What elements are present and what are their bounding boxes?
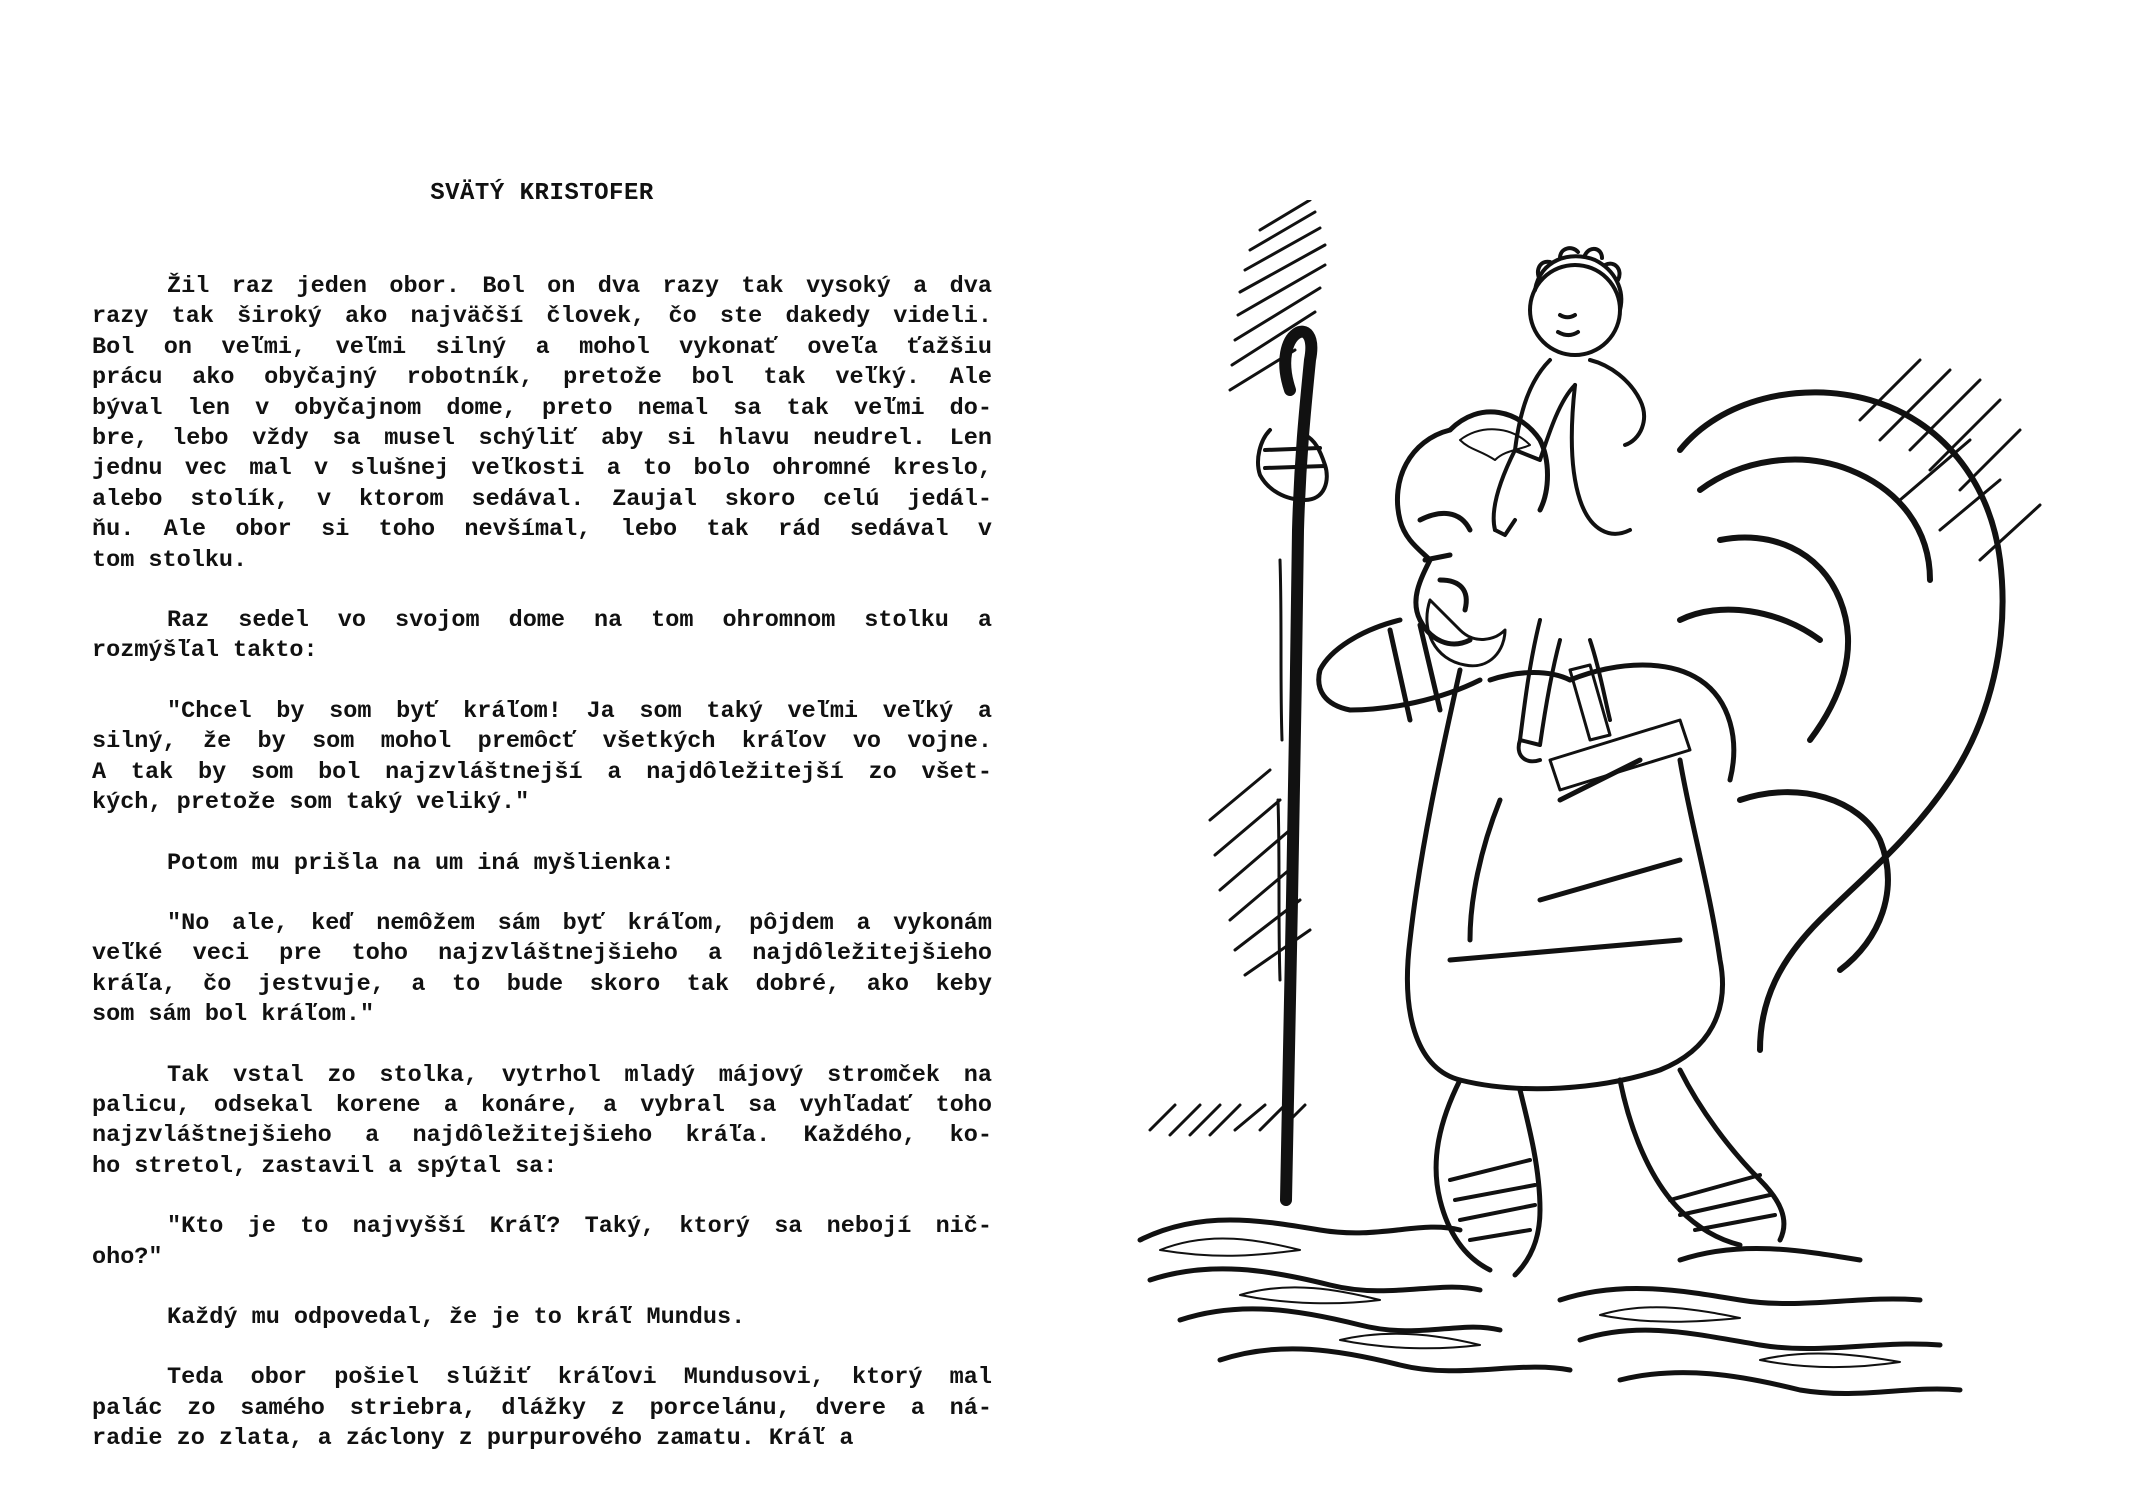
story-line: silný, že by som mohol premôcť všetkých kráľov vo vojne.	[92, 728, 992, 756]
story-line: som sám bol kráľom."	[92, 1001, 375, 1029]
story-paragraph	[92, 1212, 992, 1273]
story-page	[92, 170, 992, 1480]
story-line: tom stolku.	[92, 546, 248, 574]
story-paragraph	[92, 697, 992, 819]
staff-highlight	[1278, 560, 1282, 980]
hand-on-staff	[1258, 430, 1327, 500]
story-line: alebo stolík, v ktorom sedával. Zaujal skoro celú jedál-	[92, 485, 992, 513]
story-line: "Chcel by som byť kráľom! Ja som taký veľmi veľký a	[167, 697, 992, 725]
giant-tunic	[1407, 665, 1733, 1089]
story-line: A tak by som bol najzvláštnejší a najdôležitejší zo všet-	[92, 758, 992, 786]
story-line: ho stretol, zastavil a spýtal sa:	[92, 1152, 558, 1180]
story-line: Žil raz jeden obor. Bol on dva razy tak vysoký a dva	[167, 273, 992, 300]
story-line: palác zo samého striebra, dlážky z porcelánu, dvere a ná-	[92, 1394, 992, 1422]
leg-wraps	[1450, 1160, 1775, 1240]
story-line: rozmýšľal takto:	[92, 637, 318, 665]
story-line: ňu. Ale obor si toho nevšímal, lebo tak rád sedával v	[92, 516, 992, 544]
story-line: oho?"	[92, 1243, 163, 1271]
story-line: Raz sedel vo svojom dome na tom ohromnom stolku a	[167, 607, 992, 635]
story-line: "Kto je to najvyšší Kráľ? Taký, ktorý sa nebojí nič-	[167, 1213, 992, 1241]
story-line: najzvláštnejšieho a najdôležitejšieho kráľa. Každého, ko-	[92, 1122, 992, 1150]
story-line: bre, lebo vždy sa musel schýliť aby si hlavu neudrel. Len	[92, 425, 992, 453]
story-title: SVÄTÝ KRISTOFER	[430, 180, 654, 207]
story-line: Bol on veľmi, veľmi silný a mohol vykonať oveľa ťažšiu	[92, 333, 992, 361]
story-line: býval len v obyčajnom dome, preto nemal sa tak veľmi do-	[92, 394, 992, 422]
story-body	[92, 272, 992, 1455]
giant-belt	[1550, 720, 1690, 790]
story-line: kých, pretože som taký veliký."	[92, 789, 530, 817]
story-line: veľké veci pre toho najzvláštnejšieho a najdôležitejšieho	[92, 940, 992, 968]
giant-legs	[1436, 1070, 1784, 1275]
story-paragraph	[92, 1061, 992, 1183]
story-paragraph	[92, 1363, 992, 1454]
story-line: jednu vec mal v slušnej veľkosti a to bolo ohromné kreslo,	[92, 455, 992, 483]
story-line: radie zo zlata, a záclony z purpurového zamatu. Kráľ a	[92, 1425, 854, 1453]
story-line: Každý mu odpovedal, že je to kráľ Mundus.	[167, 1303, 746, 1331]
story-line: kráľa, čo jestvuje, a to bude skoro tak dobré, ako keby	[92, 970, 992, 998]
giant-arm	[1319, 620, 1570, 720]
story-line: razy tak široký ako najväčší človek, čo ste dakedy videli.	[92, 303, 992, 331]
illustration-panel	[1120, 200, 2060, 1480]
story-line: "No ale, keď nemôžem sám byť kráľom, pôjdem a vykonám	[167, 909, 992, 937]
story-paragraph	[92, 1303, 992, 1333]
story-line: Potom mu prišla na um iná myšlienka:	[167, 849, 675, 877]
story-paragraph	[92, 849, 992, 879]
story-line: palicu, odsekal korene a konáre, a vybral sa vyhľadať toho	[92, 1091, 992, 1119]
staff	[1285, 332, 1311, 1200]
story-paragraph	[92, 606, 992, 667]
story-line: Teda obor pošiel slúžiť kráľovi Mundusovi, ktorý mal	[167, 1364, 992, 1392]
saint-christopher-illustration	[1120, 200, 2060, 1480]
story-line: Tak vstal zo stolka, vytrhol mladý májový stromček na	[167, 1061, 992, 1089]
story-line: prácu ako obyčajný robotník, pretože bol tak veľký. Ale	[92, 364, 992, 392]
child-head	[1530, 248, 1621, 355]
story-paragraph	[92, 909, 992, 1031]
giant-hair	[1460, 429, 1530, 460]
story-paragraph	[92, 272, 992, 576]
rain-hatching-right	[1860, 360, 2040, 560]
